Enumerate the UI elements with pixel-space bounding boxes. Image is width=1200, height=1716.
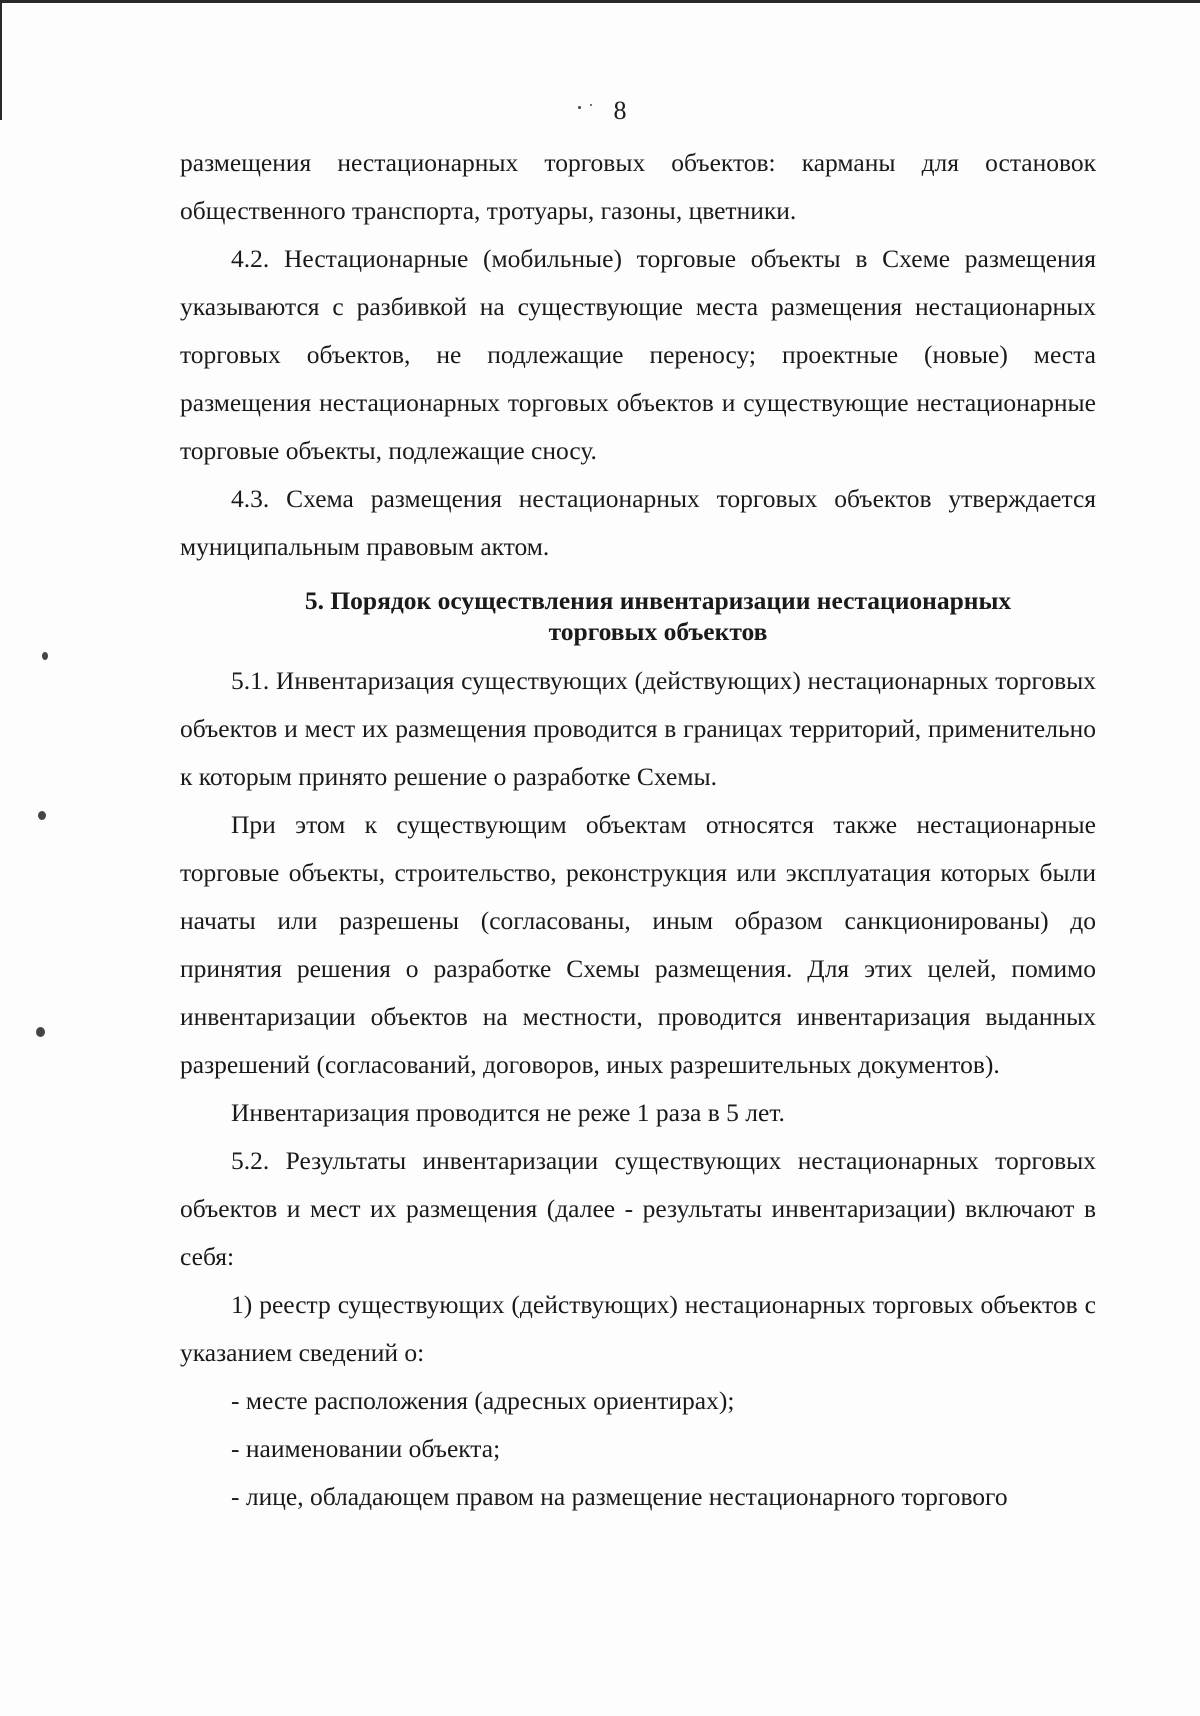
document-body bbox=[180, 139, 1096, 1521]
scan-speck bbox=[42, 652, 48, 660]
section-heading bbox=[180, 585, 1096, 647]
scan-speck bbox=[578, 106, 581, 109]
paragraph-p5-1b: При этом к существующим объектам относятся также нестационарные торговые объекты, строительство, реконструкция или эксплуатация которых были начаты или разрешены (согласованы, иным образом санкционированы) до принятия решения о разработке Схемы размещения. Для этих целей, помимо инвентаризации объектов на местности, проводится инвентаризация выданных разрешений (согласований, договоров, иных разрешительных документов). bbox=[180, 810, 1096, 1079]
paragraph-dash2: - наименовании объекта; bbox=[231, 1434, 501, 1463]
paragraph-item1: 1) реестр существующих (действующих) нестационарных торговых объектов с указанием сведений о: bbox=[180, 1290, 1096, 1367]
paragraph-p4-3: 4.3. Схема размещения нестационарных торговых объектов утверждается муниципальным правовым актом. bbox=[180, 484, 1096, 561]
paragraphs-after-heading bbox=[180, 657, 1096, 1521]
paragraph-cont: размещения нестационарных торговых объектов: карманы для остановок общественного транспорта, тротуары, газоны, цветники. bbox=[180, 148, 1096, 225]
scan-speck bbox=[38, 811, 46, 820]
paragraph-p5-1: 5.1. Инвентаризация существующих (действующих) нестационарных торговых объектов и мест их размещения проводится в границах территорий, применительно к которым принято решение о разработке Схемы. bbox=[180, 666, 1096, 791]
paragraph-p5-2: 5.2. Результаты инвентаризации существующих нестационарных торговых объектов и мест их размещения (далее - результаты инвентаризации) включают в себя: bbox=[180, 1146, 1096, 1271]
paragraph-dash1: - месте расположения (адресных ориентирах); bbox=[231, 1386, 735, 1415]
scan-edge-top bbox=[0, 0, 1200, 3]
page-number: 8 bbox=[613, 96, 627, 125]
paragraph-p5-1c: Инвентаризация проводится не реже 1 раза в 5 лет. bbox=[231, 1098, 785, 1127]
scan-speck bbox=[590, 104, 592, 106]
scan-speck bbox=[36, 1027, 45, 1037]
paragraph-p4-2: 4.2. Нестационарные (мобильные) торговые объекты в Схеме размещения указываются с разбивкой на существующие места размещения нестационарных торговых объектов, не подлежащие переносу; проектные (новые) места размещения нестационарных торговых объектов и существующие нестационарные торговые объекты, подлежащие сносу. bbox=[180, 244, 1096, 465]
paragraphs-before-heading bbox=[180, 139, 1096, 571]
section-heading-line-1: 5. Порядок осуществления инвентаризации нестационарных bbox=[304, 586, 1012, 615]
paragraph-dash3: - лице, обладающем правом на размещение нестационарного торгового bbox=[231, 1482, 1008, 1511]
section-heading-line-2: торговых объектов bbox=[548, 617, 768, 646]
